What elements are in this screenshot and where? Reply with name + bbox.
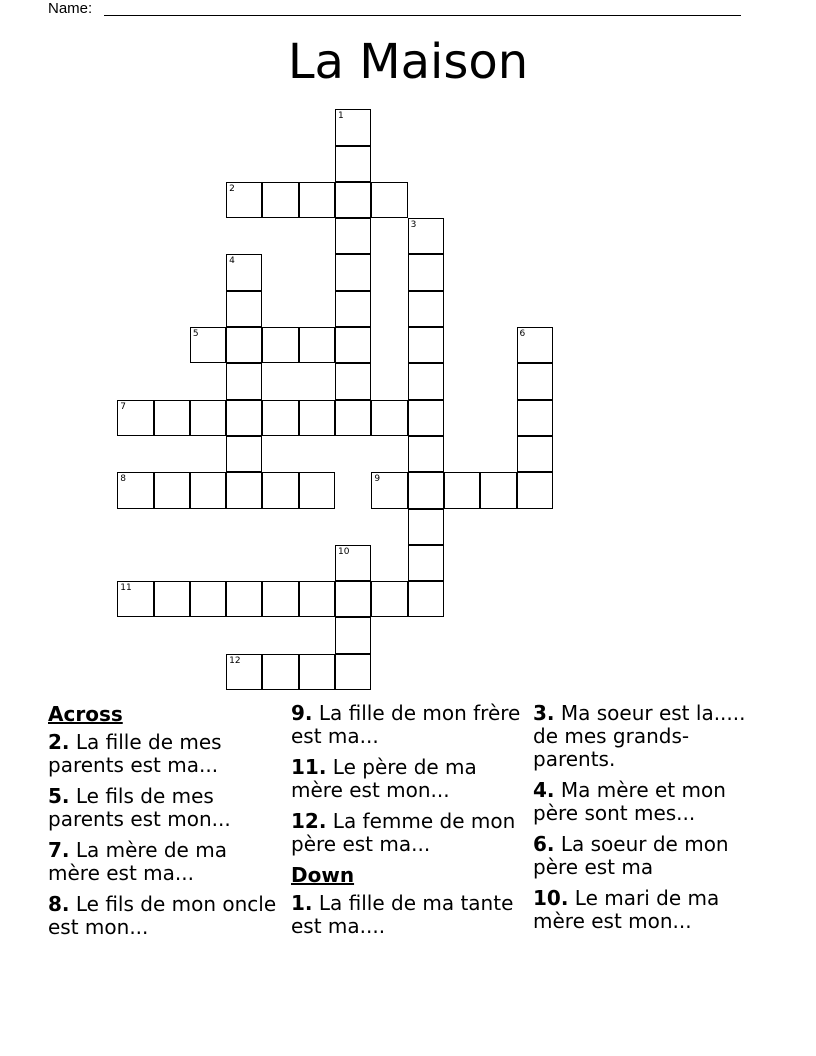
- clue-number: 3.: [533, 701, 555, 725]
- clue-text: Le fils de mon oncle est mon...: [48, 892, 277, 939]
- crossword-cell[interactable]: [154, 581, 190, 617]
- crossword-cell[interactable]: [299, 400, 335, 436]
- crossword-cell[interactable]: [226, 363, 262, 399]
- cell-number: 7: [120, 401, 126, 412]
- clue-across-8: [48, 893, 278, 939]
- clue-number: 7.: [48, 838, 70, 862]
- page-title: La Maison: [287, 34, 529, 90]
- crossword-cell[interactable]: [262, 400, 298, 436]
- crossword-cell[interactable]: [299, 327, 335, 363]
- crossword-cell[interactable]: [444, 472, 480, 508]
- crossword-cell[interactable]: [190, 472, 226, 508]
- crossword-cell[interactable]: [335, 109, 371, 145]
- crossword-cell[interactable]: [117, 581, 153, 617]
- cell-number: 2: [229, 183, 235, 194]
- crossword-cell[interactable]: [335, 146, 371, 182]
- clue-across-5: [48, 785, 278, 831]
- cell-number: 11: [120, 583, 132, 594]
- clue-down-10: [533, 887, 763, 933]
- clue-number: 8.: [48, 892, 70, 916]
- crossword-cell[interactable]: [190, 327, 226, 363]
- clue-number: 5.: [48, 784, 70, 808]
- crossword-cell[interactable]: [226, 182, 262, 218]
- crossword-cell[interactable]: [299, 654, 335, 690]
- crossword-cell[interactable]: [226, 436, 262, 472]
- clue-across-2: [48, 731, 278, 777]
- cell-number: 5: [192, 329, 199, 340]
- crossword-cell[interactable]: [371, 581, 407, 617]
- crossword-cell[interactable]: [371, 472, 407, 508]
- cell-number: 3: [410, 220, 417, 231]
- crossword-cell[interactable]: [299, 581, 335, 617]
- clue-down-4: [533, 779, 763, 825]
- crossword-cell[interactable]: [408, 545, 444, 581]
- crossword-cell[interactable]: [371, 400, 407, 436]
- crossword-cell[interactable]: [408, 254, 444, 290]
- clue-down-6: [533, 833, 763, 879]
- cell-number: 1: [338, 111, 344, 122]
- crossword-cell[interactable]: [299, 472, 335, 508]
- crossword-cell[interactable]: [371, 182, 407, 218]
- crossword-cell[interactable]: [408, 363, 444, 399]
- clue-column-1: [48, 702, 278, 947]
- clue-number: 1.: [291, 891, 313, 915]
- cell-number: 9: [374, 474, 381, 485]
- clue-text: La femme de mon père est ma...: [291, 809, 516, 856]
- clue-number: 6.: [533, 832, 555, 856]
- crossword-cell[interactable]: [117, 472, 153, 508]
- crossword-cell[interactable]: [335, 545, 371, 581]
- crossword-cell[interactable]: [517, 472, 553, 508]
- crossword-cell[interactable]: [408, 436, 444, 472]
- clue-number: 9.: [291, 701, 313, 725]
- clue-number: 12.: [291, 809, 327, 833]
- clue-across-11: [291, 756, 521, 802]
- name-label: Name:: [48, 0, 93, 17]
- clue-across-7: [48, 839, 278, 885]
- crossword-cell[interactable]: [335, 581, 371, 617]
- cell-number: 10: [338, 546, 350, 557]
- clue-number: 10.: [533, 886, 569, 910]
- crossword-cell[interactable]: [335, 182, 371, 218]
- crossword-cell[interactable]: [408, 327, 444, 363]
- crossword-cell[interactable]: [226, 400, 262, 436]
- clue-down-1: [291, 892, 521, 938]
- crossword-cell[interactable]: [262, 182, 298, 218]
- clue-text: Le père de ma mère est mon...: [291, 755, 477, 802]
- clue-text: Le fils de mes parents est mon...: [48, 784, 231, 831]
- crossword-cell[interactable]: [408, 291, 444, 327]
- crossword-cell[interactable]: [117, 400, 153, 436]
- clue-column-2: [291, 702, 521, 946]
- crossword-cell[interactable]: [226, 581, 262, 617]
- crossword-cell[interactable]: [335, 218, 371, 254]
- crossword-cell[interactable]: [408, 400, 444, 436]
- crossword-cell[interactable]: [335, 363, 371, 399]
- crossword-cell[interactable]: [480, 472, 516, 508]
- clue-text: La fille de mes parents est ma...: [48, 730, 222, 777]
- clue-across-12: [291, 810, 521, 856]
- clue-number: 11.: [291, 755, 327, 779]
- crossword-cell[interactable]: [262, 654, 298, 690]
- crossword-cell[interactable]: [226, 254, 262, 290]
- clue-column-3: [533, 702, 763, 941]
- crossword-cell[interactable]: [335, 654, 371, 690]
- crossword-cell[interactable]: [226, 327, 262, 363]
- crossword-cell[interactable]: [408, 218, 444, 254]
- crossword-cell[interactable]: [262, 581, 298, 617]
- across-heading: Across: [48, 702, 123, 726]
- cell-number: 12: [229, 655, 241, 666]
- crossword-cell[interactable]: [154, 400, 190, 436]
- clue-text: La fille de mon frère est ma...: [291, 701, 521, 748]
- clue-text: La fille de ma tante est ma....: [291, 891, 514, 938]
- crossword-cell[interactable]: [299, 182, 335, 218]
- cell-number: 6: [519, 329, 526, 340]
- crossword-cell[interactable]: [335, 327, 371, 363]
- crossword-cell[interactable]: [335, 400, 371, 436]
- crossword-cell[interactable]: [408, 581, 444, 617]
- crossword-cell[interactable]: [335, 254, 371, 290]
- clue-text: Ma mère et mon père sont mes...: [533, 778, 726, 825]
- crossword-cell[interactable]: [517, 436, 553, 472]
- clue-text: La soeur de mon père est ma: [533, 832, 729, 879]
- crossword-cell[interactable]: [154, 472, 190, 508]
- cell-number: 4: [229, 256, 235, 267]
- down-heading: Down: [291, 863, 355, 887]
- crossword-cell[interactable]: [262, 327, 298, 363]
- crossword-cell[interactable]: [408, 509, 444, 545]
- clue-number: 2.: [48, 730, 70, 754]
- crossword-cell[interactable]: [335, 291, 371, 327]
- crossword-cell[interactable]: [190, 400, 226, 436]
- crossword-cell[interactable]: [335, 617, 371, 653]
- crossword-cell[interactable]: [226, 472, 262, 508]
- crossword-cell[interactable]: [408, 472, 444, 508]
- crossword-cell[interactable]: [517, 327, 553, 363]
- clue-text: Ma soeur est la..... de mes grands-parents.: [533, 701, 746, 771]
- crossword-cell[interactable]: [226, 291, 262, 327]
- clue-down-3: [533, 702, 763, 771]
- crossword-cell[interactable]: [226, 654, 262, 690]
- cell-number: 8: [120, 474, 126, 485]
- clue-across-9: [291, 702, 521, 748]
- clue-text: Le mari de ma mère est mon...: [533, 886, 720, 933]
- crossword-cell[interactable]: [517, 400, 553, 436]
- crossword-cell[interactable]: [262, 472, 298, 508]
- crossword-cell[interactable]: [517, 363, 553, 399]
- crossword-cell[interactable]: [190, 581, 226, 617]
- clue-number: 4.: [533, 778, 555, 802]
- clue-text: La mère de ma mère est ma...: [48, 838, 227, 885]
